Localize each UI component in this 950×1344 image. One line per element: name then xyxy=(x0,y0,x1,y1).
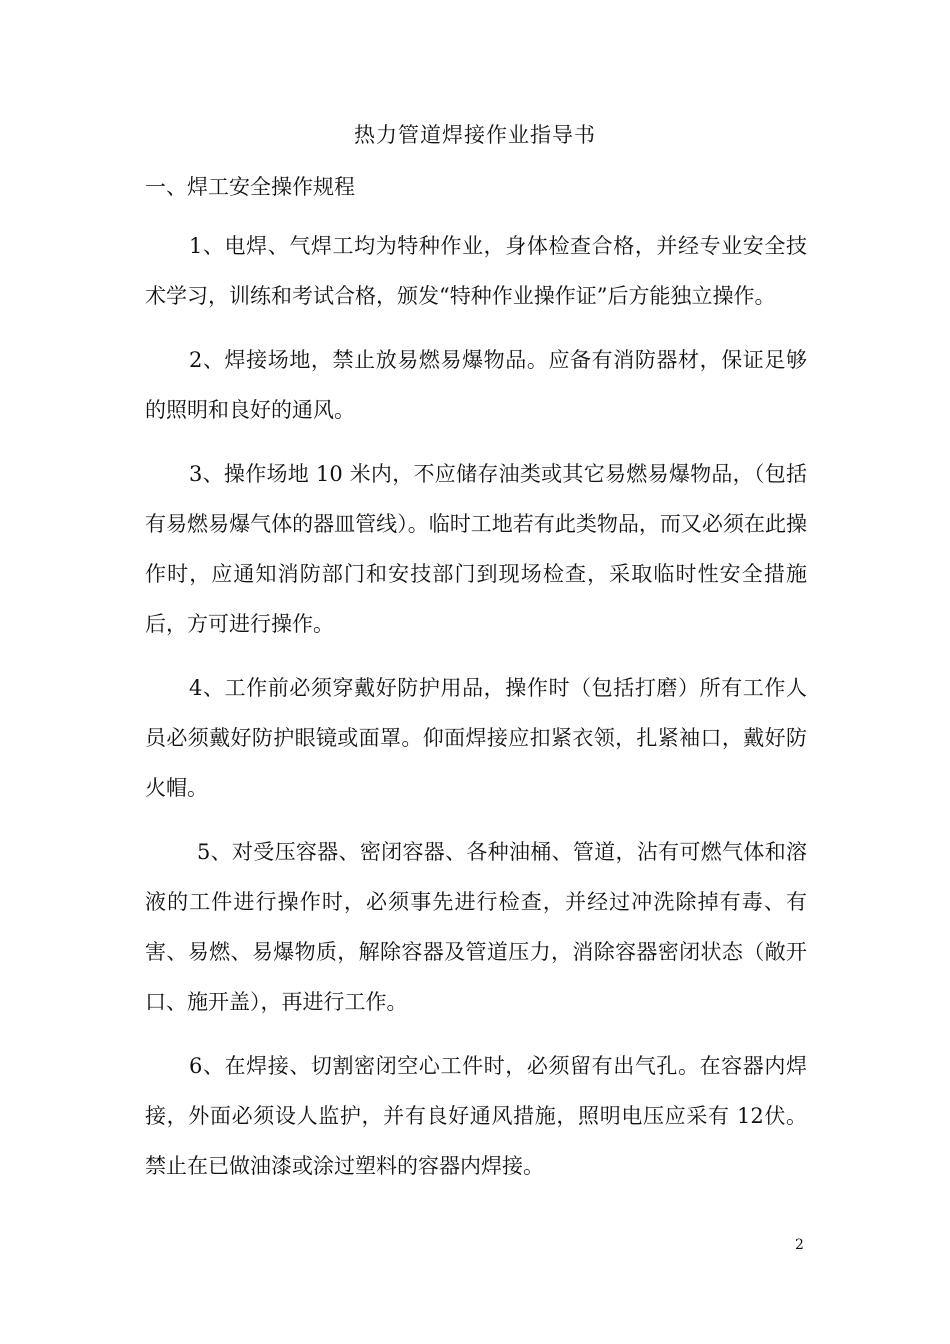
document-body xyxy=(145,221,807,1191)
paragraph-5: 5、对受压容器、密闭容器、各种油桶、管道，沾有可燃气体和溶液的工件进行操作时，必须事先进行检查，并经过冲洗除掉有毒、有害、易燃、易爆物质，解除容器及管道压力，消除容器密闭状态（敞开口、施开盖），再进行工作。 xyxy=(145,840,807,1014)
paragraph-6: 6、在焊接、切割密闭空心工件时，必须留有出气孔。在容器内焊接，外面必须设人监护，并有良好通风措施，照明电压应采有 12伏。禁止在已做油漆或涂过塑料的容器内焊接。 xyxy=(145,1054,807,1178)
paragraph-2: 2、焊接场地，禁止放易燃易爆物品。应备有消防器材，保证足够的照明和良好的通风。 xyxy=(145,348,807,422)
paragraph-4: 4、工作前必须穿戴好防护用品，操作时（包括打磨）所有工作人员必须戴好防护眼镜或面罩。仰面焊接应扣紧衣领，扎紧袖口，戴好防火帽。 xyxy=(145,676,807,800)
paragraph-3: 3、操作场地 10 米内，不应储存油类或其它易燃易爆物品，（包括有易燃易爆气体的器皿管线）。临时工地若有此类物品，而又必须在此操作时，应通知消防部门和安技部门到现场检查，采取临时性安全措施后，方可进行操作。 xyxy=(145,462,807,636)
section-heading: 一、焊工安全操作规程 xyxy=(145,175,355,199)
page-number: 2 xyxy=(795,1237,804,1253)
paragraph-1: 1、电焊、气焊工均为特种作业，身体检查合格，并经专业安全技术学习，训练和考试合格，颁发“特种作业操作证”后方能独立操作。 xyxy=(145,234,807,308)
document-title: 热力管道焊接作业指导书 xyxy=(354,123,596,147)
